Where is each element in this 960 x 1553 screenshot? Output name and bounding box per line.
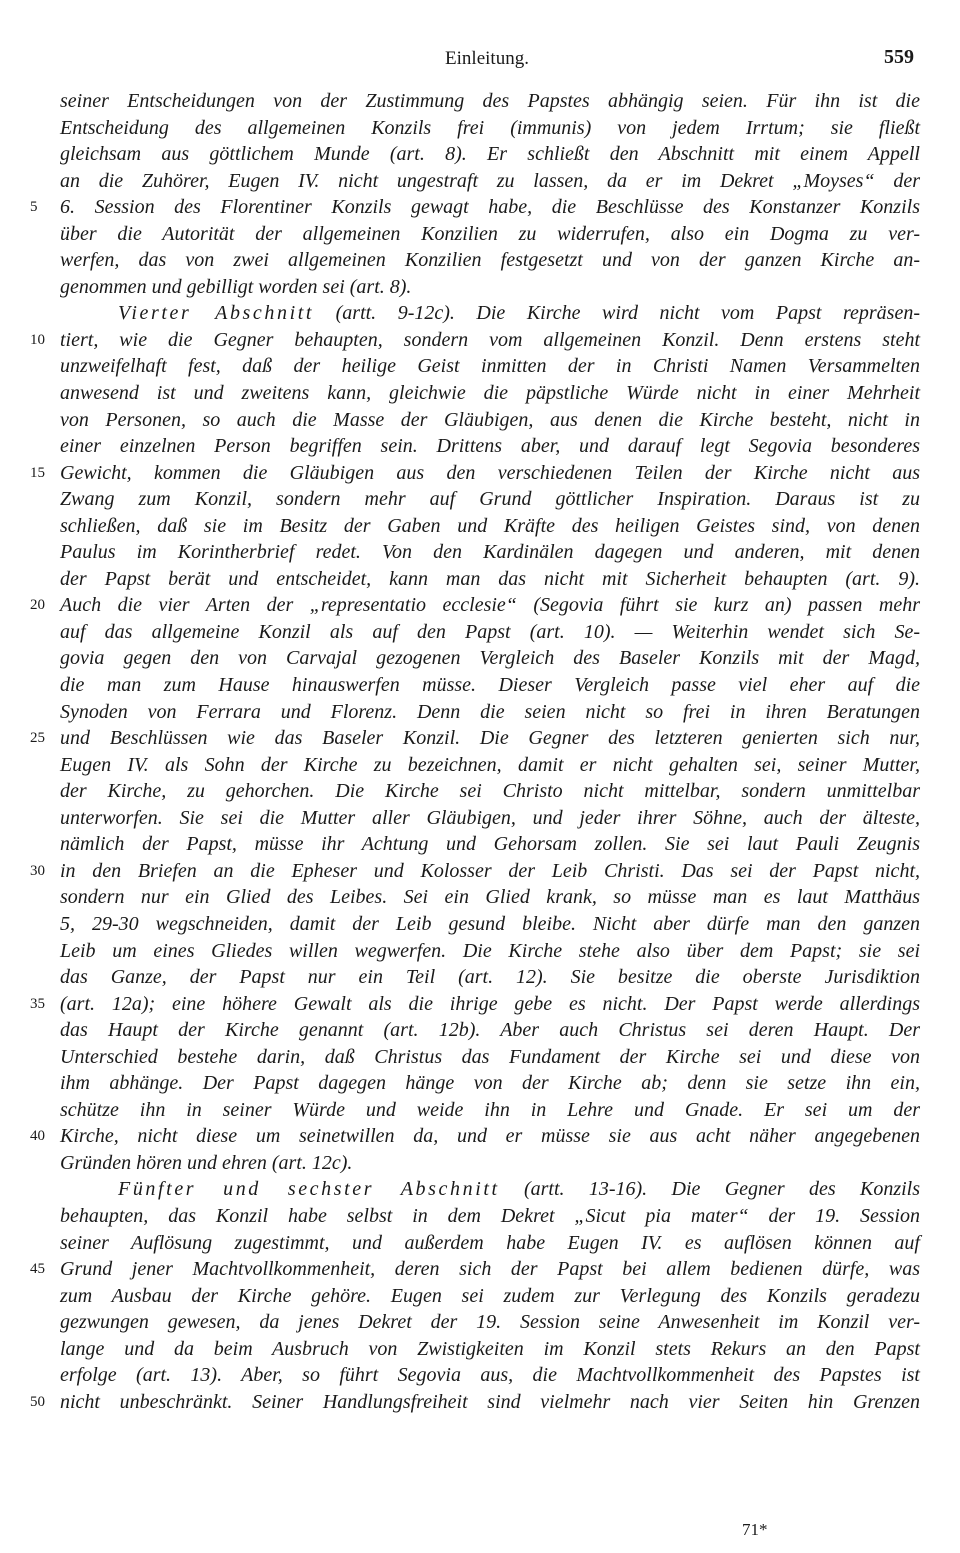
text-line [60, 645, 920, 672]
text-line [60, 805, 920, 832]
line-text: Grund jener Machtvollkommenheit, deren sich der Papst bei allem bedienen dürfe, was [60, 1258, 920, 1281]
text-line [60, 115, 920, 142]
text-line [60, 433, 920, 460]
line-text: seiner Auflösung zugestimmt, und außerdem habe Eugen IV. es auflösen können auf [60, 1231, 920, 1254]
text-line [60, 300, 920, 327]
page-header [60, 46, 914, 76]
line-text: einer einzelnen Person begriffen sein. Drittens aber, und darauf legt Segovia besonderes [60, 435, 920, 458]
text-line [60, 619, 920, 646]
line-text: govia gegen den von Carvajal gezogenen Vergleich des Baseler Konzils mit der Magd, [60, 647, 920, 670]
line-text: Entscheidung des allgemeinen Konzils frei (immunis) von jedem Irrtum; sie fließt [60, 116, 920, 139]
text-line [60, 168, 920, 195]
line-text: nicht unbeschränkt. Seiner Handlungsfreiheit sind vielmehr nach vier Seiten hin Grenzen [60, 1390, 920, 1413]
line-text: tiert, wie die Gegner behaupten, sondern vom allgemeinen Konzil. Denn erstens steht [60, 328, 920, 351]
line-text: schütze ihn in seiner Würde und weide ihn in Lehre und Gnade. Er sei um der [60, 1098, 920, 1121]
line-number: 15 [30, 464, 45, 481]
text-line [60, 141, 920, 168]
text-line [60, 1044, 920, 1071]
line-text: von Personen, so auch die Masse der Gläubigen, aus denen die Kirche besteht, nicht in [60, 408, 920, 431]
text-line [60, 566, 920, 593]
line-number: 35 [30, 995, 45, 1012]
text-line [60, 1017, 920, 1044]
line-text: Gewicht, kommen die Gläubigen aus den verschiedenen Teilen der Kirche nicht aus [60, 461, 920, 484]
line-text: der Papst berät und entscheidet, kann man das nicht mit Sicherheit behaupten (art. 9). [60, 567, 920, 590]
line-text: (artt. 9-12c). Die Kirche wird nicht vom Papst repräsen- [314, 302, 920, 325]
line-text: anwesend ist und zweitens kann, gleichwie die päpstliche Würde nicht in einer Mehrheit [60, 382, 920, 405]
line-text: unterworfen. Sie sei die Mutter aller Gläubigen, und jeder ihrer Söhne, auch der älteste, [60, 806, 920, 829]
text-line [60, 1336, 920, 1363]
line-text: Gründen hören und ehren (art. 12c). [60, 1151, 353, 1174]
text-line [30, 1123, 920, 1150]
line-text: die man zum Hause hinauswerfen müsse. Dieser Vergleich passe viel eher auf die [60, 674, 920, 697]
text-line [60, 964, 920, 991]
line-text: Synoden von Ferrara und Florenz. Denn die seien nicht so frei in ihren Beratungen [60, 700, 920, 723]
line-text: auf das allgemeine Konzil als auf den Papst (art. 10). — Weiterhin wendet sich Se- [60, 620, 920, 643]
text-line [60, 1150, 920, 1177]
line-text: unzweifelhaft fest, daß der heilige Geist inmitten der in Christi Namen Versammelten [60, 355, 920, 378]
text-line [30, 1389, 920, 1416]
text-line [60, 486, 920, 513]
line-text: genommen und gebilligt worden sei (art. 8). [60, 275, 412, 298]
line-text: sondern nur ein Glied des Leibes. Sei ein Glied krank, so müsse man es laut Matthäus [60, 886, 920, 909]
line-number: 20 [30, 597, 45, 614]
text-line [60, 1309, 920, 1336]
text-line [60, 1203, 920, 1230]
text-line [30, 991, 920, 1018]
line-text: seiner Entscheidungen von der Zustimmung des Papstes abhängig seien. Für ihn ist die [60, 90, 920, 112]
line-text: Paulus im Korintherbrief redet. Von den Kardinälen dagegen und anderen, mit denen [60, 541, 920, 564]
text-line [60, 380, 920, 407]
line-number: 10 [30, 331, 45, 348]
text-line [60, 938, 920, 965]
text-line [60, 274, 920, 301]
line-text: Kirche, nicht diese um seinetwillen da, und er müsse sie aus acht näher angegebenen [60, 1125, 920, 1148]
text-line [60, 1283, 920, 1310]
line-text: Auch die vier Arten der „representatio ecclesie“ (Segovia führt sie kurz an) passen mehr [60, 594, 920, 617]
printer-signature: 71* [742, 1520, 768, 1539]
text-line [60, 221, 920, 248]
text-line [60, 513, 920, 540]
text-line [30, 327, 920, 354]
line-number: 25 [30, 730, 45, 747]
section-heading: Vierter Abschnitt [118, 302, 315, 325]
text-line [30, 194, 920, 221]
text-line [60, 1097, 920, 1124]
line-text: erfolge (art. 13). Aber, so führt Segovia aus, die Machtvollkommenheit des Papstes ist [60, 1364, 920, 1387]
text-line [60, 88, 920, 115]
text-line [60, 752, 920, 779]
line-text: und Beschlüssen wie das Baseler Konzil. Die Gegner des letzteren genierten sich nur, [60, 727, 920, 750]
text-line [30, 858, 920, 885]
line-text: zum Ausbau der Kirche gehöre. Eugen sei zudem zur Verlegung des Konzils geradezu [60, 1284, 920, 1307]
line-text: der Kirche, zu gehorchen. Die Kirche sei Christo nicht mittelbar, sondern unmittelbar [60, 780, 920, 803]
line-text: Unterschied bestehe darin, daß Christus das Fundament der Kirche sei und diese von [60, 1045, 920, 1068]
line-text: an die Zuhörer, Eugen IV. nicht ungestraft zu lassen, da er im Dekret „Moyses“ der [60, 169, 920, 192]
line-text: (art. 12a); eine höhere Gewalt als die ihrige gebe es nicht. Der Papst werde allerdings [60, 992, 920, 1015]
line-text: 6. Session des Florentiner Konzils gewagt habe, die Beschlüsse des Konstanzer Konzils [60, 196, 920, 219]
line-text: gezwungen gewesen, da jenes Dekret der 19. Session seine Anwesenheit im Konzil ver- [60, 1311, 920, 1334]
line-text: (artt. 13-16). Die Gegner des Konzils [499, 1178, 920, 1201]
line-text: 5, 29-30 wegschneiden, damit der Leib gesund bleibe. Nicht aber dürfe man den ganzen [60, 912, 920, 935]
text-line [60, 672, 920, 699]
line-text: lange und da beim Ausbruch von Zwistigkeiten im Konzil stets Rekurs an den Papst [60, 1337, 920, 1360]
text-line [60, 699, 920, 726]
text-line [60, 778, 920, 805]
text-line [60, 911, 920, 938]
line-text: Leib um eines Gliedes willen wegwerfen. Die Kirche stehe also über dem Papst; sie sei [60, 939, 920, 962]
text-line [60, 1176, 920, 1203]
text-line [60, 1362, 920, 1389]
line-text: behaupten, das Konzil habe selbst in dem Dekret „Sicut pia mater“ der 19. Session [60, 1204, 920, 1227]
text-line [60, 539, 920, 566]
text-line [30, 460, 920, 487]
line-text: Eugen IV. als Sohn der Kirche zu bezeichnen, damit er nicht gehalten sei, seiner Mutter, [60, 753, 920, 776]
line-text: über die Autorität der allgemeinen Konzilien zu widerrufen, also ein Dogma zu ver- [60, 222, 920, 245]
text-line [60, 1230, 920, 1257]
line-number: 50 [30, 1393, 45, 1410]
section-heading: Fünfter und sechster Abschnitt [118, 1178, 500, 1201]
text-line [60, 353, 920, 380]
line-text: nämlich der Papst, müsse ihr Achtung und Gehorsam zollen. Sie sei laut Pauli Zeugnis [60, 833, 920, 856]
running-head: Einleitung. [445, 48, 529, 69]
body-text [30, 88, 920, 1415]
line-text: das Ganze, der Papst nur ein Teil (art. 12). Sie besitze die oberste Jurisdiktion [60, 966, 920, 989]
text-line [60, 1070, 920, 1097]
text-line [60, 247, 920, 274]
line-text: schließen, daß sie im Besitz der Gaben und Kräfte des heiligen Geistes sind, von denen [60, 514, 920, 537]
line-number: 5 [30, 199, 38, 216]
text-line [30, 1256, 920, 1283]
line-text: das Haupt der Kirche genannt (art. 12b). Aber auch Christus sei deren Haupt. Der [60, 1019, 920, 1042]
line-text: gleichsam aus göttlichem Munde (art. 8). Er schließt den Abschnitt mit einem Appell [60, 143, 920, 166]
text-line [60, 884, 920, 911]
text-line [60, 831, 920, 858]
text-line [30, 725, 920, 752]
line-text: werfen, das von zwei allgemeinen Konzilien festgesetzt und von der ganzen Kirche an- [60, 249, 920, 272]
line-text: in den Briefen an die Epheser und Kolosser der Leib Christi. Das sei der Papst nicht, [60, 859, 920, 882]
line-text: Zwang zum Konzil, sondern mehr auf Grund göttlicher Inspiration. Daraus ist zu [60, 488, 920, 511]
line-text: ihm abhänge. Der Papst dagegen hänge von der Kirche ab; denn sie setze ihn ein, [60, 1072, 920, 1095]
text-line [30, 592, 920, 619]
line-number: 30 [30, 862, 45, 879]
text-line [60, 407, 920, 434]
page-number: 559 [884, 46, 914, 68]
line-number: 45 [30, 1261, 45, 1278]
line-number: 40 [30, 1128, 45, 1145]
